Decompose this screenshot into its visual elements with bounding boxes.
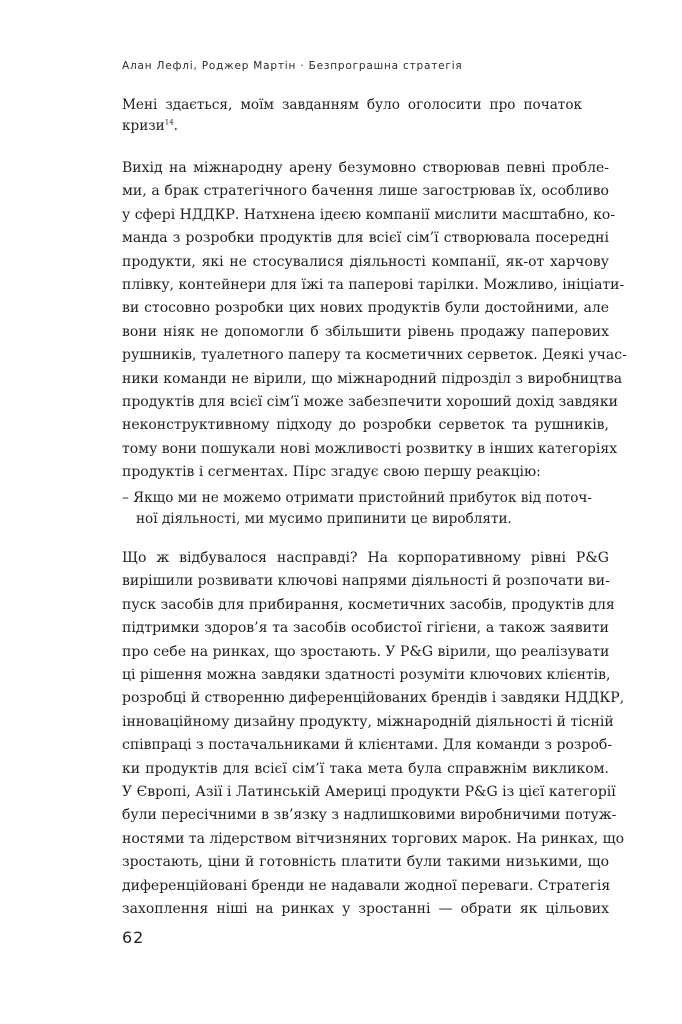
dash-quote-line: ної діяльності, ми мусимо припинити це виробляти. bbox=[136, 511, 512, 527]
paragraph-line: манда з розробки продуктів для всієї сім’ї створювала посередні bbox=[122, 230, 609, 247]
dash-quote-line: – Якщо ми не можемо отримати пристойний прибуток від поточ- bbox=[122, 490, 592, 506]
intro-quote-punctuation: . bbox=[173, 118, 178, 134]
paragraph-line: у сфері НДДКР. Натхнена ідеєю компанії мислити масштабно, ко- bbox=[122, 206, 616, 223]
paragraph-line: диференційовані бренди не надавали жодної переваги. Стратегія bbox=[122, 877, 611, 894]
paragraph-line: У Європі, Азії і Латинській Америці продукти P&G із цієї категорії bbox=[122, 784, 616, 801]
footnote-reference[interactable]: 14 bbox=[164, 118, 174, 127]
page-number: 62 bbox=[122, 928, 145, 947]
paragraph-line: підтримки здоров’я та засобів особистої гігієни, а також заявити bbox=[122, 620, 609, 637]
paragraph-line: тому вони пошукали нові можливості розвитку в інших категоріях bbox=[122, 440, 618, 457]
paragraph-line: плівку, контейнери для їжі та паперові тарілки. Можливо, ініціати- bbox=[122, 277, 625, 294]
paragraph-line: розробці й створенню диференційованих брендів і завдяки НДДКР, bbox=[122, 690, 625, 707]
paragraph-line: Що ж відбувалося насправді? На корпоративному рівні P&G bbox=[122, 550, 609, 566]
intro-quote bbox=[122, 95, 582, 137]
paragraph-line: вирішили розвивати ключові напрями діяльності й розпочати ви- bbox=[122, 573, 610, 590]
paragraph-line: ці рішення можна завдяки здатності розуміти ключових клієнтів, bbox=[122, 667, 611, 684]
paragraph-line: співпраці з постачальниками й клієнтами. Для команди з розроб- bbox=[122, 737, 613, 754]
paragraph-line: рушників, туалетного паперу та косметичних серветок. Деякі учас- bbox=[122, 347, 627, 364]
paragraph-line: про себе на ринках, що зростають. У P&G вірили, що реалізувати bbox=[122, 643, 610, 660]
paragraph-1 bbox=[122, 157, 627, 485]
paragraph-line: зростають, ціни й готовність платити були такими низькими, що bbox=[122, 854, 609, 871]
dash-quote bbox=[122, 488, 592, 530]
paragraph-line: ви стосовно розробки цих нових продуктів були достойними, але bbox=[122, 300, 609, 317]
paragraph-line: ники команди не вірили, що міжнародний підрозділ з виробництва bbox=[122, 370, 623, 387]
intro-quote-line bbox=[122, 116, 582, 137]
intro-quote-line: Мені здається, моїм завданням було оголосити про початок bbox=[122, 97, 582, 113]
paragraph-line: ностями та лідерством вітчизняних торгових марок. На ринках, що bbox=[122, 830, 625, 847]
paragraph-line: Вихід на міжнародну арену безумовно створював певні пробле- bbox=[122, 160, 609, 176]
paragraph-line: вони ніяк не допомогли б збільшити рівень продажу паперових bbox=[122, 323, 609, 340]
paragraph-line: пуск засобів для прибирання, косметичних засобів, продуктів для bbox=[122, 596, 615, 613]
paragraph-line: були пересічними в зв’язку з надлишковими виробничими потуж- bbox=[122, 807, 617, 824]
paragraph-line: продуктів для всієї сім’ї може забезпечити хороший дохід завдяки bbox=[122, 394, 618, 411]
intro-quote-text: кризи bbox=[122, 118, 165, 134]
paragraph-line: продукти, які не стосувалися діяльності компанії, як-от харчову bbox=[122, 253, 609, 270]
paragraph-line: продуктів і сегментах. Пірс згадує свою першу реакцію: bbox=[122, 464, 541, 481]
paragraph-line: захоплення ніші на ринках у зростанні — обрати як цільових bbox=[122, 901, 609, 918]
paragraph-line: інноваційному дизайну продукту, міжнародній діяльності й тісній bbox=[122, 713, 614, 730]
paragraph-line: ки продуктів для всієї сім’ї така мета була справжнім викликом. bbox=[122, 760, 609, 777]
running-header: Алан Лефлі, Роджер Мартін · Безпрограшна стратегія bbox=[122, 60, 463, 72]
paragraph-2 bbox=[122, 547, 625, 922]
paragraph-line: неконструктивному підходу до розробки серветок та рушників, bbox=[122, 417, 609, 434]
paragraph-line: ми, а брак стратегічного бачення лише загострював їх, особливо bbox=[122, 183, 609, 200]
